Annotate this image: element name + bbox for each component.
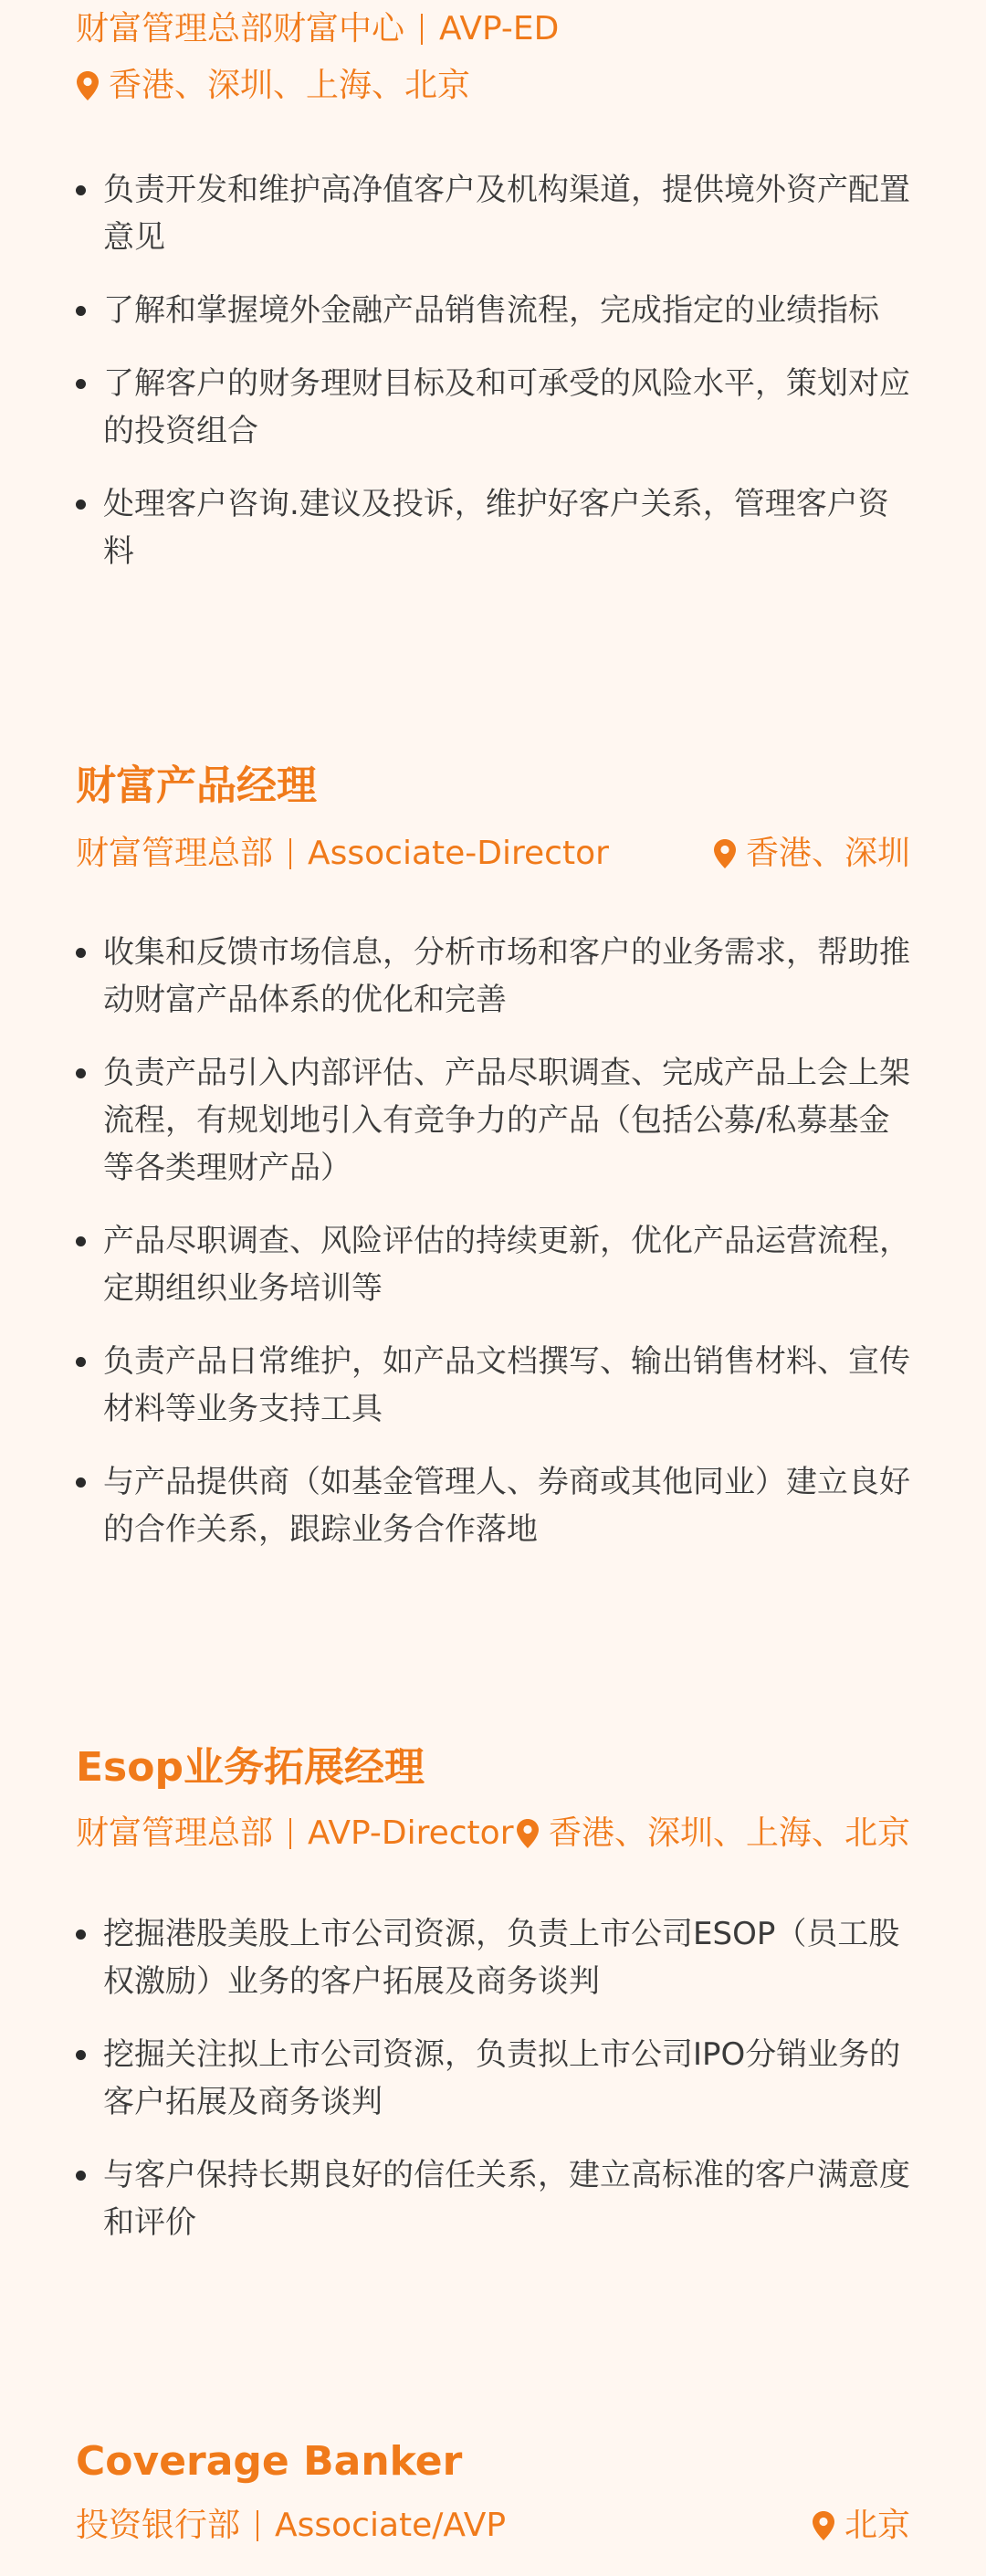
list-item: 了解客户的财务理财目标及和可承受的风险水平，策划对应的投资组合 <box>76 360 910 455</box>
job-location-row <box>76 64 910 108</box>
job-department: 财富管理总部 <box>76 835 274 872</box>
list-item: 负责开发和维护高净值客户及机构渠道，提供境外资产配置意见 <box>76 166 910 261</box>
list-item: 处理客户咨询.建议及投诉，维护好客户关系，管理客户资料 <box>76 480 910 575</box>
job-wealth-manager <box>76 7 910 601</box>
job-meta <box>76 2504 910 2548</box>
location-pin-icon <box>713 838 737 869</box>
job-level: AVP-Director <box>308 1814 514 1852</box>
job-location-text: 北京 <box>844 2507 910 2544</box>
job-location-text: 香港、深圳、上海、北京 <box>548 1814 910 1852</box>
job-location-text: 香港、深圳 <box>745 835 910 872</box>
job-duties <box>76 166 910 575</box>
job-department: 投资银行部 <box>76 2507 241 2544</box>
job-level: AVP-ED <box>439 10 560 47</box>
job-wealth-product-manager <box>76 761 910 1579</box>
job-location <box>76 64 470 108</box>
job-title: Coverage Banker <box>76 2438 463 2485</box>
meta-divider <box>257 2510 258 2541</box>
list-item: 负责产品日常维护，如产品文档撰写、输出销售材料、宣传材料等业务支持工具 <box>76 1338 910 1433</box>
job-level: Associate/AVP <box>275 2507 507 2544</box>
list-item: 与客户保持长期良好的信任关系，建立高标准的客户满意度和评价 <box>76 2151 910 2246</box>
list-item: 挖掘港股美股上市公司资源，负责上市公司ESOP（员工股权激励）业务的客户拓展及商务谈判 <box>76 1910 910 2005</box>
location-pin-icon <box>812 2510 835 2541</box>
job-location <box>516 1812 910 1856</box>
job-meta <box>76 7 910 51</box>
job-department: 财富管理总部财富中心 <box>76 10 405 47</box>
job-level: Associate-Director <box>308 835 609 872</box>
job-title: Esop业务拓展经理 <box>76 1744 425 1791</box>
list-item: 收集和反馈市场信息，分析市场和客户的业务需求，帮助推动财富产品体系的优化和完善 <box>76 929 910 1024</box>
job-esop-business-manager <box>76 1742 910 2272</box>
job-coverage-banker <box>76 2436 910 2548</box>
job-location <box>812 2504 910 2548</box>
list-item: 与产品提供商（如基金管理人、券商或其他同业）建立良好的合作关系，跟踪业务合作落地 <box>76 1458 910 1553</box>
job-meta <box>76 1812 910 1856</box>
list-item: 挖掘关注拟上市公司资源，负责拟上市公司IPO分销业务的客户拓展及商务谈判 <box>76 2031 910 2126</box>
job-title: 财富产品经理 <box>76 762 317 809</box>
list-item: 负责产品引入内部评估、产品尽职调查、完成产品上会上架流程，有规划地引入有竞争力的产品（包括公募/私募基金等各类理财产品） <box>76 1049 910 1192</box>
job-duties <box>76 929 910 1553</box>
list-item: 产品尽职调查、风险评估的持续更新，优化产品运营流程，定期组织业务培训等 <box>76 1217 910 1312</box>
list-item: 了解和掌握境外金融产品销售流程，完成指定的业绩指标 <box>76 287 910 334</box>
job-duties <box>76 1910 910 2246</box>
job-location-text: 香港、深圳、上海、北京 <box>109 67 471 104</box>
job-meta <box>76 832 910 876</box>
meta-divider <box>289 838 291 869</box>
location-pin-icon <box>76 70 100 101</box>
location-pin-icon <box>516 1818 540 1849</box>
meta-divider <box>421 14 423 45</box>
meta-divider <box>289 1818 291 1849</box>
job-location <box>713 832 910 876</box>
job-department: 财富管理总部 <box>76 1814 274 1852</box>
